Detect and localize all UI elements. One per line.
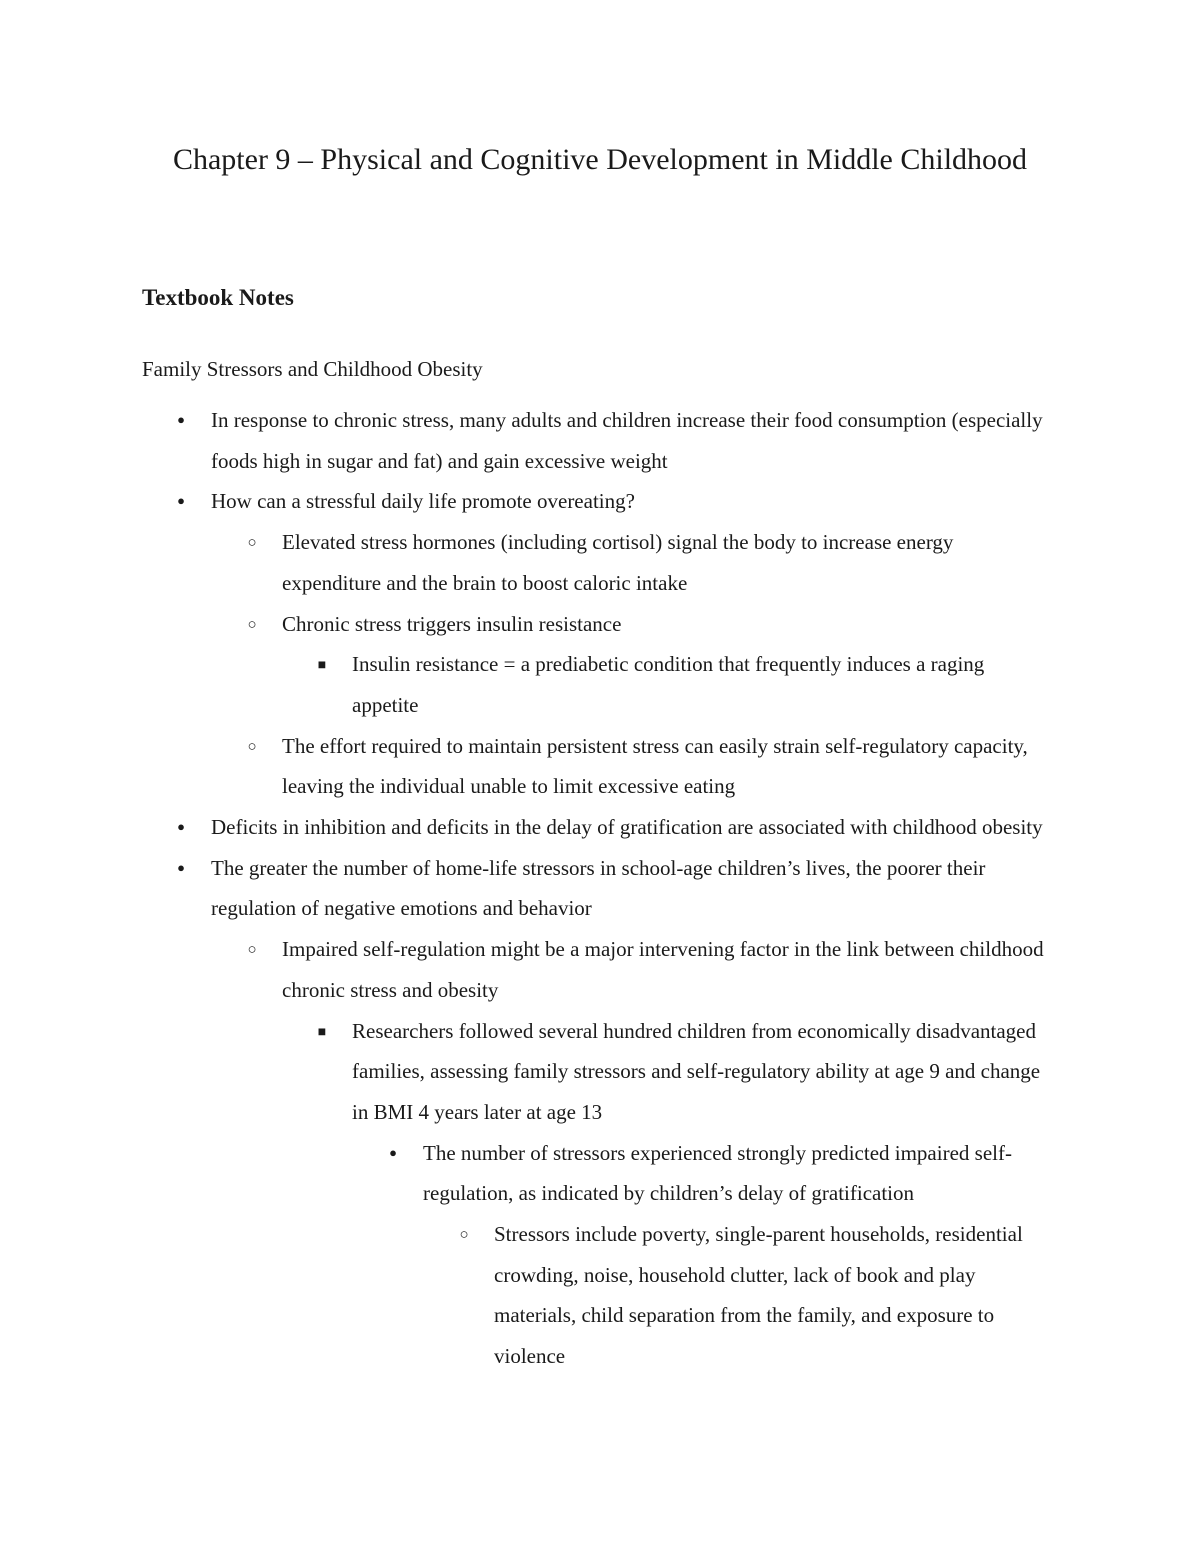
section-heading: Textbook Notes — [142, 285, 294, 310]
bullet-text: The greater the number of home-life stressors in school-age children’s lives, the poorer their regulation of negative emotions and behavior — [211, 855, 986, 921]
bullet-text: Stressors include poverty, single-parent households, residential crowding, noise, household clutter, lack of book and play materials, child separation from the family, and exposure to violence — [494, 1222, 1023, 1369]
bullet-text: Deficits in inhibition and deficits in the delay of gratification are associated with childhood obesity — [211, 815, 1043, 840]
bullet-square-icon — [312, 644, 332, 688]
sub-sub-bullet-item — [352, 1011, 1052, 1133]
bullet-text: In response to chronic stress, many adults and children increase their food consumption (especially foods high in sugar and fat) and gain excessive weight — [211, 408, 1043, 473]
bullet-circle-icon — [242, 929, 262, 972]
sub-sub-bullet-item — [352, 644, 1052, 725]
bullet-text: How can a stressful daily life promote overeating? — [211, 489, 635, 514]
bullet-circle-icon — [242, 522, 262, 565]
bullet-text: Insulin resistance = a prediabetic condition that frequently induces a raging appetite — [352, 652, 985, 717]
level-4-bullet-item — [423, 1133, 1053, 1214]
topic-heading: Family Stressors and Childhood Obesity — [142, 357, 483, 381]
bullet-disc-icon — [383, 1133, 403, 1176]
sub-bullet-item — [282, 604, 1052, 645]
bullet-disc-icon — [171, 400, 191, 443]
bullet-text: Impaired self-regulation might be a major intervening factor in the link between childhood chronic stress and obesity — [282, 937, 1044, 1002]
sub-bullet-item — [282, 929, 1052, 1010]
bullet-text: Elevated stress hormones (including cortisol) signal the body to increase energy expenditure and the brain to boost caloric intake — [282, 530, 954, 595]
bullet-square-icon — [312, 1011, 332, 1055]
bullet-circle-icon — [242, 604, 262, 647]
bullet-item — [211, 400, 1051, 481]
bullet-disc-icon — [171, 481, 191, 524]
bullet-disc-icon — [171, 848, 191, 891]
bullet-text: Chronic stress triggers insulin resistance — [282, 611, 622, 636]
bullet-item — [211, 807, 1051, 848]
bullet-circle-icon — [242, 726, 262, 769]
sub-bullet-item — [282, 726, 1052, 807]
bullet-disc-icon — [171, 807, 191, 850]
document-title: Chapter 9 – Physical and Cognitive Development in Middle Childhood — [172, 143, 1028, 176]
bullet-text: The number of stressors experienced strongly predicted impaired self-regulation, as indicated by children’s delay of gratification — [423, 1140, 1012, 1206]
bullet-item — [211, 481, 1051, 522]
notes-list — [0, 400, 1200, 1377]
bullet-text: The effort required to maintain persistent stress can easily strain self-regulatory capacity, leaving the individual unable to limit excessive eating — [282, 733, 1028, 799]
bullet-text: Researchers followed several hundred children from economically disadvantaged families, assessing family stressors and self-regulatory ability at age 9 and change in BMI 4 years later at age 13 — [352, 1018, 1041, 1124]
bullet-item — [211, 848, 1051, 929]
level-5-bullet-item — [494, 1214, 1059, 1377]
sub-bullet-item — [282, 522, 1052, 603]
bullet-circle-icon — [454, 1214, 474, 1257]
